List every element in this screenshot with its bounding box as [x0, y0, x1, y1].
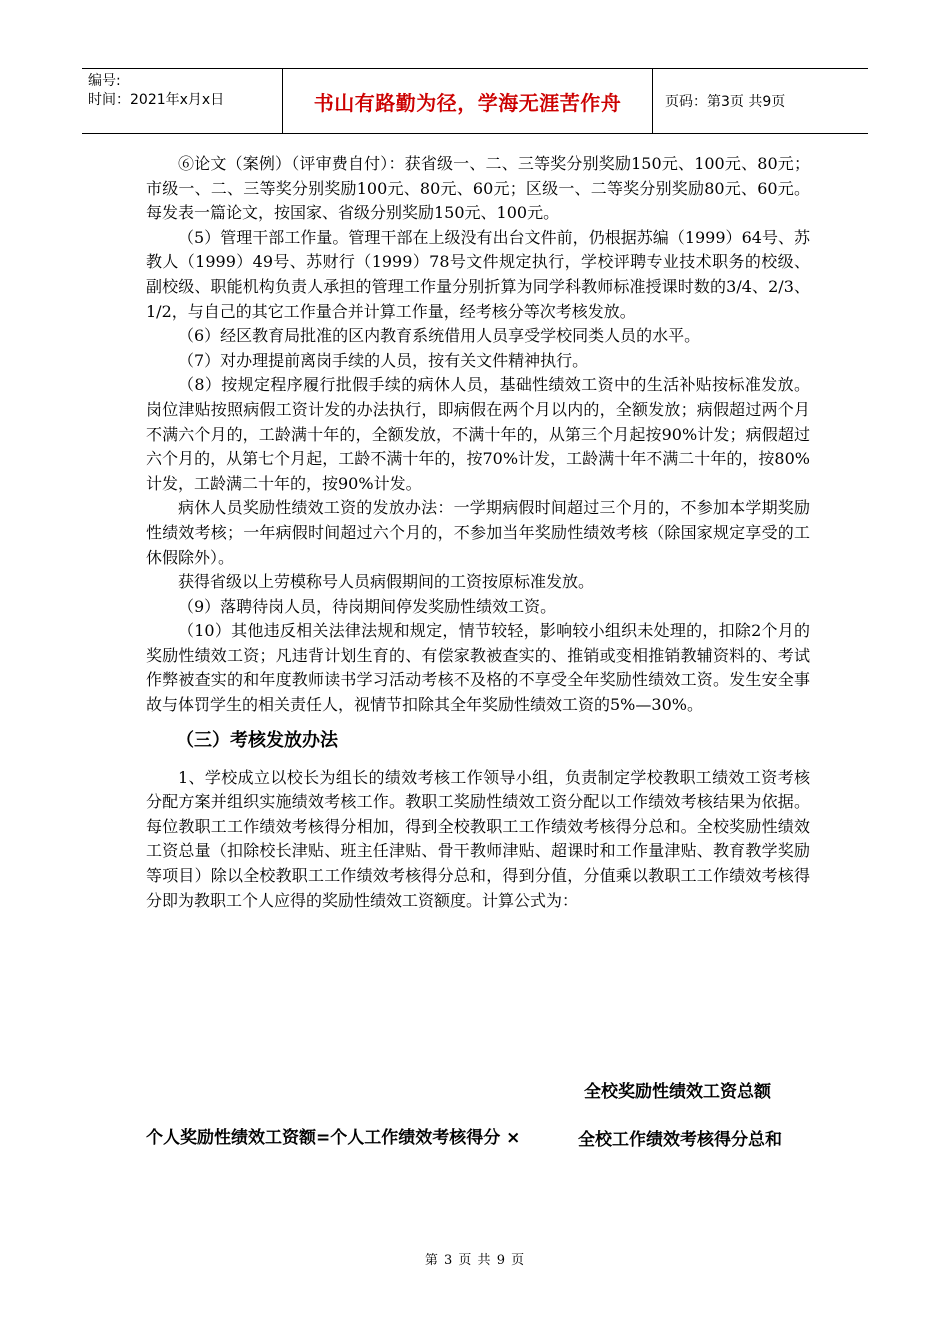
paragraph: （6）经区教育局批准的区内教育系统借用人员享受学校同类人员的水平。: [178, 326, 701, 346]
formula-denominator: 全校工作绩效考核得分总和: [578, 1130, 782, 1150]
paragraph: 病休人员奖励性绩效工资的发放办法：一学期病假时间超过三个月的，不参加本学期奖励性绩效考核；一年病假时间超过六个月的，不参加当年奖励性绩效考核（除国家规定享受的工休假除外）。: [146, 498, 810, 567]
paragraph: （10）其他违反相关法律法规和规定，情节较轻，影响较小组织未处理的，扣除2个月的奖励性绩效工资；凡违背计划生育的、有偿家教被查实的、推销或变相推销教辅资料的、考试作弊被查实的和年度教师读书学习活动考核不及格的不享受全年奖励性绩效工资。发生安全事故与体罚学生的相关责任人，视情节扣除其全年奖励性绩效工资的5%—30%。: [146, 621, 810, 715]
paragraph: （5）管理干部工作量。管理干部在上级没有出台文件前，仍根据苏编（1999）64号、苏教人（1999）49号、苏财行（1999）78号文件规定执行，学校评聘专业技术职务的校级、副校级、职能机构负责人承担的管理工作量分别折算为同学科教师标准授课时数的3/4、2/3、1/2，与自己的其它工作量合并计算工作量，经考核分等次考核发放。: [146, 227, 810, 321]
paragraph: （9）落聘待岗人员，待岗期间停发奖励性绩效工资。: [178, 596, 557, 616]
header-page-number: 页码：第3页 共9页: [665, 94, 786, 110]
header-number: 编号:: [88, 73, 121, 89]
header-meta: [82, 69, 283, 133]
header-time: 时间：2021年x月x日: [88, 92, 225, 108]
paragraph: 获得省级以上劳模称号人员病假期间的工资按原标准发放。: [178, 572, 595, 592]
section-heading: （三）考核发放办法: [176, 729, 338, 751]
page-header: [82, 68, 868, 134]
document-body: [146, 152, 810, 913]
paragraph: （8）按规定程序履行批假手续的病休人员，基础性绩效工资中的生活补贴按标准发放。岗位津贴按照病假工资计发的办法执行，即病假在两个月以内的，全额发放；病假超过两个月不满六个月的，工龄满十年的，全额发放，不满十年的，从第三个月起按90%计发；病假超过六个月的，从第七个月起，工龄不满十年的，按70%计发，工龄满十年不满二十年的，按80%计发，工龄满二十年的，按90%计发。: [146, 375, 810, 493]
header-motto: 书山有路勤为径，学海无涯苦作舟: [283, 69, 653, 133]
page-footer: 第 3 页 共 9 页: [424, 1253, 526, 1268]
paragraph: （7）对办理提前离岗手续的人员，按有关文件精神执行。: [178, 350, 589, 370]
formula-left-side: 个人奖励性绩效工资额=个人工作绩效考核得分 ×: [146, 1128, 521, 1148]
formula-numerator: 全校奖励性绩效工资总额: [584, 1082, 771, 1102]
section-paragraph: 1、学校成立以校长为组长的绩效考核工作领导小组，负责制定学校教职工绩效工资考核分配方案并组织实施绩效考核工作。教职工奖励性绩效工资分配以工作绩效考核结果为依据。每位教职工工作绩效考核得分相加，得到全校教职工工作绩效考核得分总和。全校奖励性绩效工资总量（扣除校长津贴、班主任津贴、骨干教师津贴、超课时和工作量津贴、教育教学奖励等项目）除以全校教职工工作绩效考核得分总和，得到分值，分值乘以教职工工作绩效考核得分即为教职工个人应得的奖励性绩效工资额度。计算公式为：: [146, 767, 810, 910]
paragraph: ⑥论文（案例）（评审费自付）：获省级一、二、三等奖分别奖励150元、100元、80元；市级一、二、三等奖分别奖励100元、80元、60元；区级一、二等奖分别奖励80元、60元。每发表一篇论文，按国家、省级分别奖励150元、100元。: [146, 154, 810, 223]
